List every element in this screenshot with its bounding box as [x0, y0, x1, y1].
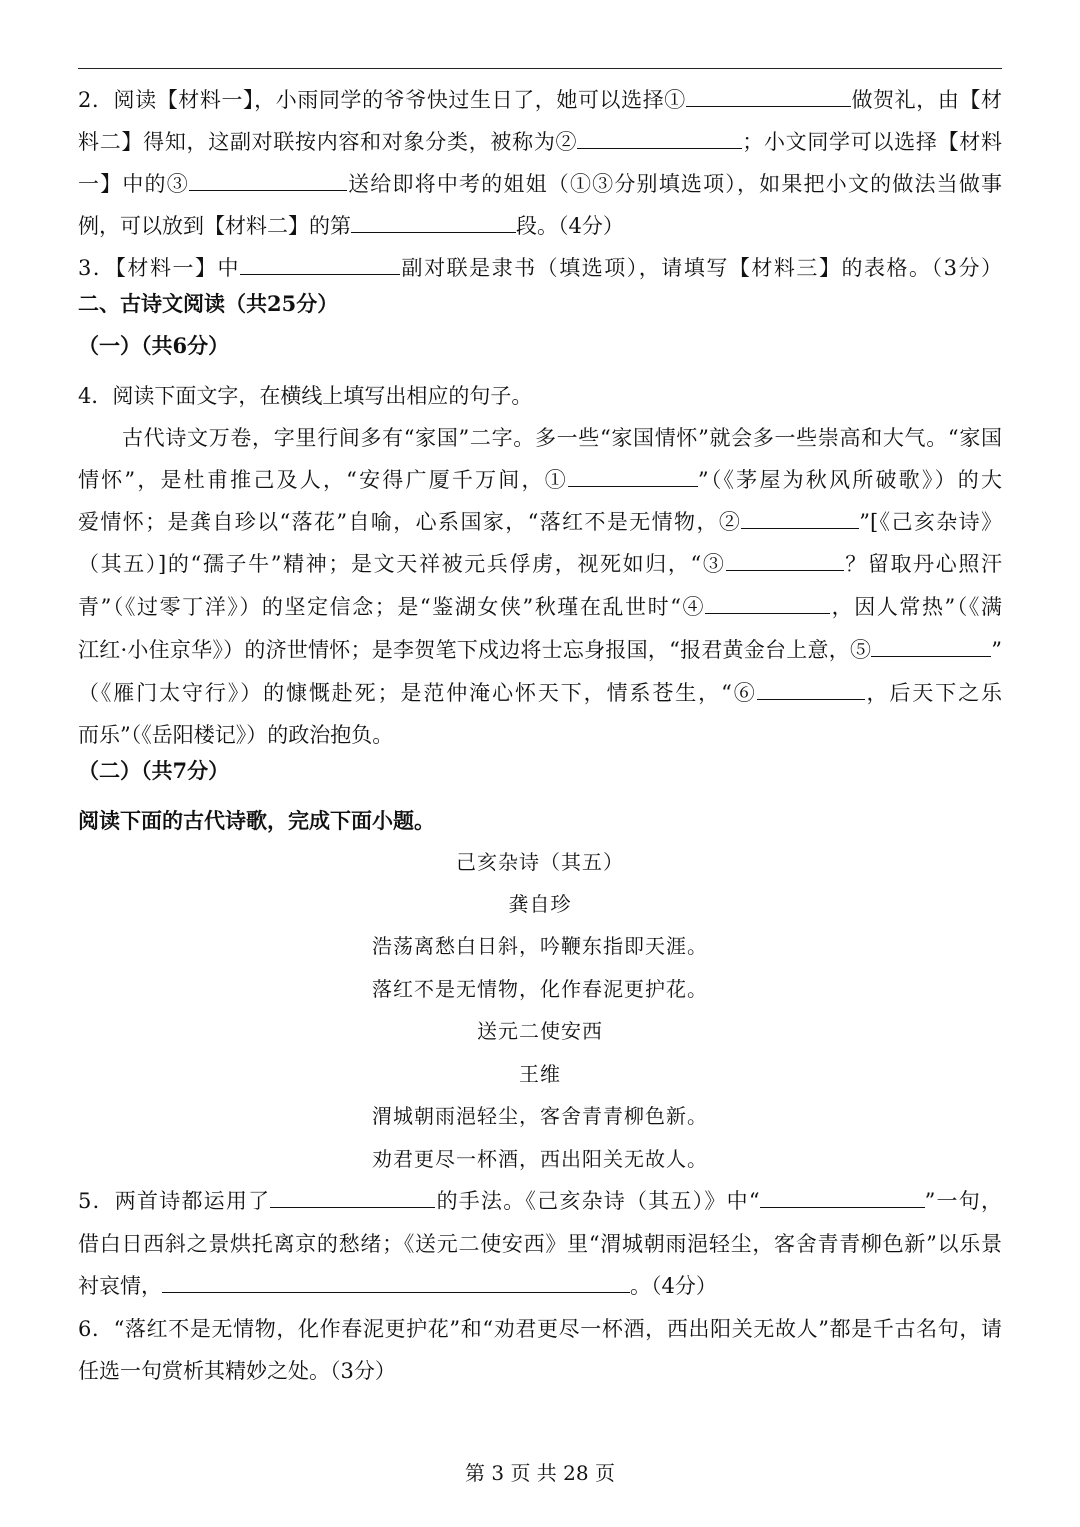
q4-paragraph-line: 情怀”，是杜甫推己及人，“安得广厦千万间，① ”（《茅屋为秋风所破歌》）的大 — [78, 468, 1002, 492]
q4-paragraph-line: （其五）]的“孺子牛”精神；是文天祥被元兵俘虏，视死如归，“③ ？留取丹心照汗 — [78, 552, 1002, 576]
answer-blank[interactable] — [741, 508, 859, 529]
answer-blank[interactable] — [270, 1187, 435, 1208]
part-1-title: （一）（共6分） — [78, 333, 230, 358]
part-2-title: （二）（共7分） — [78, 758, 230, 783]
answer-blank[interactable] — [871, 636, 991, 657]
answer-blank[interactable] — [577, 128, 742, 149]
q2-line-2: 料二】得知，这副对联按内容和对象分类，被称为② ；小文同学可以选择【材料 — [78, 130, 1002, 154]
answer-blank[interactable] — [162, 1272, 630, 1293]
q4-paragraph-line: 爱情怀；是龚自珍以“落花”自喻，心系国家，“落红不是无情物，② ”[《己亥杂诗》 — [78, 510, 1002, 534]
q2-line-1: 2．阅读【材料一】，小雨同学的爷爷快过生日了，她可以选择① 做贺礼，由【材 — [78, 88, 1002, 112]
answer-blank[interactable] — [686, 86, 851, 107]
page-footer: 第 3 页 共 28 页 — [465, 1461, 615, 1485]
answer-blank[interactable] — [757, 679, 865, 700]
poem-1-line: 浩荡离愁白日斜，吟鞭东指即天涯。 — [372, 934, 708, 958]
q5-line-3: 衬哀情， 。（4分） — [78, 1274, 717, 1298]
header-rule — [78, 68, 1002, 69]
q4-prompt: 4．阅读下面文字，在横线上填写出相应的句子。 — [78, 384, 533, 408]
q4-paragraph-line: 而乐”（《岳阳楼记》）的政治抱负。 — [78, 723, 394, 747]
section-2-title: 二、古诗文阅读（共25分） — [78, 291, 339, 316]
q4-paragraph-line: （《雁门太守行》）的慷慨赴死；是范仲淹心怀天下，情系苍生，“⑥ ，后天下之乐 — [78, 681, 1002, 705]
q4-paragraph-line: 古代诗文万卷，字里行间多有“家国”二字。多一些“家国情怀”就会多一些崇高和大气。“家国 — [122, 426, 1002, 450]
q2-line-3: 一】中的③ 送给即将中考的姐姐（①③分别填选项），如果把小文的做法当做事 — [78, 172, 1002, 196]
answer-blank[interactable] — [568, 466, 698, 487]
q3-line: 3．【材料一】中 副对联是隶书（填选项），请填写【材料三】的表格。（3分） — [78, 256, 1002, 280]
poem-1-line: 落红不是无情物，化作春泥更护花。 — [372, 977, 708, 1001]
poem-instruction: 阅读下面的古代诗歌，完成下面小题。 — [78, 808, 435, 833]
answer-blank[interactable] — [351, 212, 516, 233]
poem-1-author: 龚自珍 — [508, 892, 572, 916]
answer-blank[interactable] — [189, 170, 347, 191]
q4-paragraph-line: 青”（《过零丁洋》）的坚定信念；是“鉴湖女侠”秋瑾在乱世时“④ ，因人常热”（《满 — [78, 595, 1002, 619]
q2-line-4: 例，可以放到【材料二】的第 段。（4分） — [78, 214, 624, 238]
poem-1-title: 己亥杂诗（其五） — [456, 850, 624, 874]
q4-paragraph-line: 江红·小住京华》）的济世情怀；是李贺笔下戍边将士忘身报国，“报君黄金台上意，⑤ ” — [78, 638, 1002, 662]
poem-2-author: 王维 — [519, 1062, 561, 1086]
q6-line-1: 6．“落红不是无情物，化作春泥更护花”和“劝君更尽一杯酒，西出阳关无故人”都是千古名句，请 — [78, 1317, 1002, 1341]
answer-blank[interactable] — [705, 593, 830, 614]
answer-blank[interactable] — [726, 550, 844, 571]
poem-2-line: 渭城朝雨浥轻尘，客舍青青柳色新。 — [372, 1104, 708, 1128]
answer-blank[interactable] — [760, 1187, 925, 1208]
poem-2-line: 劝君更尽一杯酒，西出阳关无故人。 — [372, 1147, 708, 1171]
poem-2-title: 送元二使安西 — [477, 1019, 603, 1043]
q5-line-1: 5．两首诗都运用了 的手法。《己亥杂诗（其五）》中“ ”一句， — [78, 1189, 1002, 1213]
q6-line-2: 任选一句赏析其精妙之处。（3分） — [78, 1359, 396, 1383]
q5-line-2: 借白日西斜之景烘托离京的愁绪；《送元二使安西》里“渭城朝雨浥轻尘，客舍青青柳色新”以乐景 — [78, 1232, 1002, 1256]
answer-blank[interactable] — [240, 254, 400, 275]
